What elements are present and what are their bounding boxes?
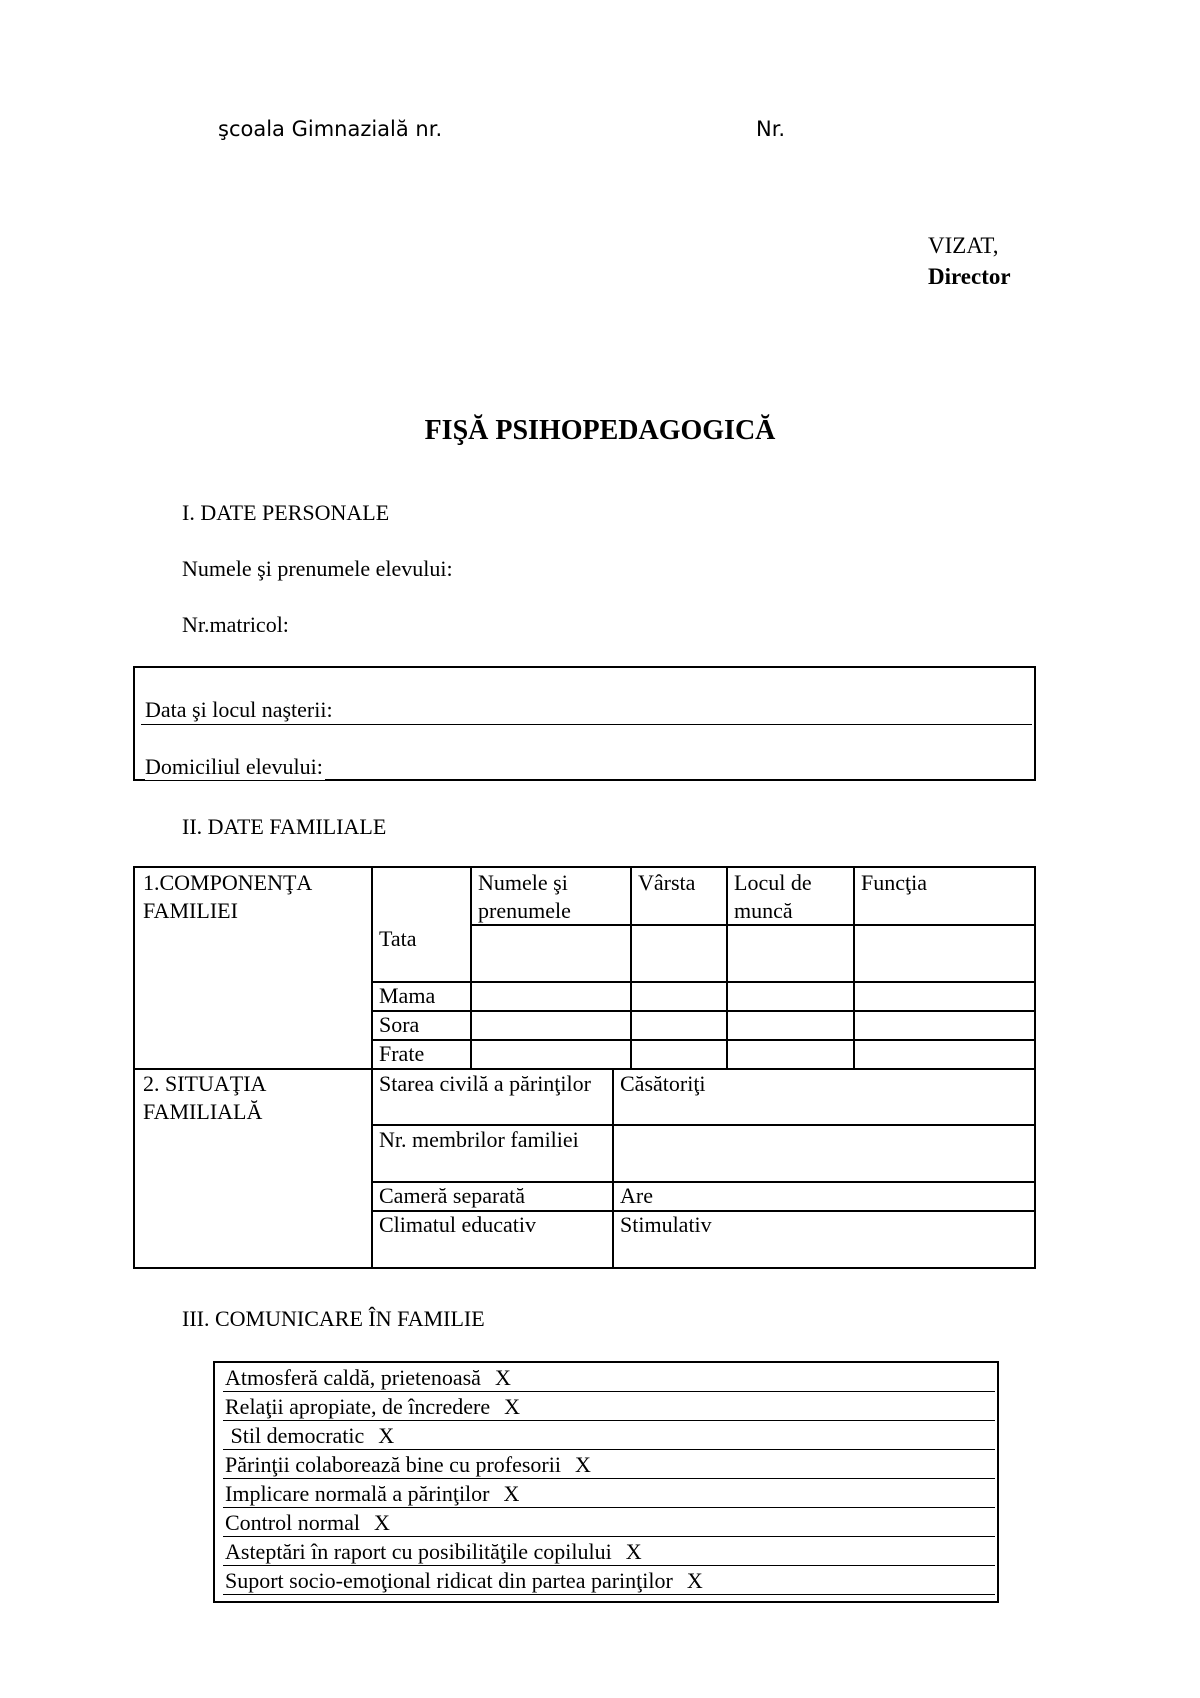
document-number-label: Nr. <box>756 117 786 141</box>
separate-room-value[interactable]: Are <box>620 1183 653 1208</box>
civil-status-label: Starea civilă a părinţilor <box>379 1071 591 1096</box>
section-family-heading: II. DATE FAMILIALE <box>182 814 387 839</box>
birth-label: Data şi locul naşterii: <box>145 695 335 725</box>
communication-item: Relaţii apropiate, de încredere <box>225 1394 491 1419</box>
member-father: Tata <box>379 926 417 951</box>
col-workplace-header: Locul de muncă <box>734 870 812 923</box>
school-name: şcoala Gimnazială nr. <box>218 117 443 141</box>
communication-row[interactable] <box>217 1450 995 1479</box>
communication-row[interactable] <box>217 1566 995 1595</box>
check-mark: X <box>378 1423 395 1448</box>
communication-item: Atmosferă caldă, prietenoasă <box>225 1365 481 1390</box>
separate-room-label: Cameră separată <box>379 1183 525 1208</box>
member-sister: Sora <box>379 1012 420 1037</box>
members-count-label: Nr. membrilor familiei <box>379 1127 579 1152</box>
communication-item: Părinţii colaborează bine cu profesorii <box>225 1452 561 1477</box>
communication-table <box>213 1361 999 1603</box>
communication-row[interactable] <box>217 1479 995 1508</box>
vizat-label: VIZAT, <box>928 233 999 258</box>
communication-row[interactable] <box>217 1508 995 1537</box>
family-situation-label: 2. SITUAŢIA FAMILIALĂ <box>143 1071 266 1124</box>
civil-status-value[interactable]: Căsătoriţi <box>620 1071 706 1096</box>
educational-climate-label: Climatul educativ <box>379 1212 537 1237</box>
communication-row[interactable] <box>217 1421 995 1450</box>
col-function-header: Funcţia <box>861 870 927 895</box>
communication-item: Stil democratic <box>225 1423 365 1448</box>
check-mark: X <box>494 1365 511 1390</box>
section-personal-heading: I. DATE PERSONALE <box>182 500 390 525</box>
communication-item: Control normal <box>225 1510 361 1535</box>
approval-block <box>928 230 1011 292</box>
personal-data-box <box>133 666 1036 781</box>
communication-item: Implicare normală a părinţilor <box>225 1481 490 1506</box>
communication-item: Asteptări în raport cu posibilităţile copilului <box>225 1539 612 1564</box>
domicile-label: Domiciliul elevului: <box>145 754 323 779</box>
birth-field[interactable] <box>137 695 1032 725</box>
student-name-label: Numele şi prenumele elevului: <box>182 556 453 581</box>
check-mark: X <box>574 1452 591 1477</box>
communication-row[interactable] <box>217 1363 995 1392</box>
communication-row[interactable] <box>217 1392 995 1421</box>
check-mark: X <box>686 1568 703 1593</box>
check-mark: X <box>625 1539 642 1564</box>
domicile-underline <box>141 780 1032 781</box>
check-mark: X <box>504 1394 520 1419</box>
family-composition-label: 1.COMPONENŢA FAMILIEI <box>143 870 312 923</box>
col-age-header: Vârsta <box>638 870 696 895</box>
communication-row[interactable] <box>217 1537 995 1566</box>
section-communication-heading: III. COMUNICARE ÎN FAMILIE <box>182 1306 485 1331</box>
birth-underline <box>141 724 1032 725</box>
educational-climate-value[interactable]: Stimulativ <box>620 1212 712 1237</box>
member-mother: Mama <box>379 983 436 1008</box>
family-table <box>133 866 1036 1269</box>
check-mark: X <box>374 1510 390 1535</box>
communication-item: Suport socio-emoţional ridicat din partea parinţilor <box>225 1568 673 1593</box>
member-brother: Frate <box>379 1041 425 1066</box>
check-mark: X <box>503 1481 520 1506</box>
col-name-header: Numele şi prenumele <box>478 870 571 923</box>
domicile-field[interactable] <box>137 752 1032 781</box>
director-label: Director <box>928 264 1011 289</box>
page-title: FIŞĂ PSIHOPEDAGOGICĂ <box>424 415 776 446</box>
matricol-label: Nr.matricol: <box>182 612 289 637</box>
